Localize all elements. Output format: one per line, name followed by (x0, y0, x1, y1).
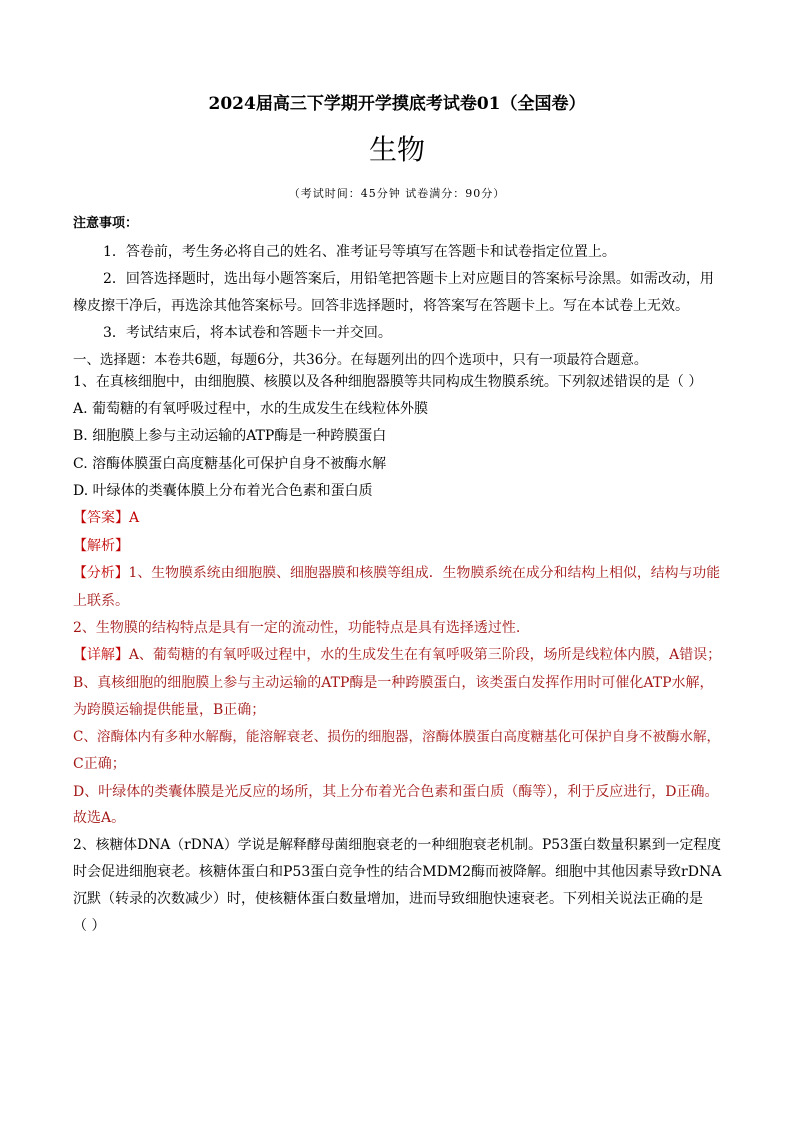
q1-option-b: B. 细胞膜上参与主动运输的ATP酶是一种跨膜蛋白 (73, 428, 387, 444)
q1-answer (73, 508, 139, 528)
fenxi-line-2: 上联系。 (73, 593, 129, 609)
detail-line-7: 故选A。 (73, 810, 126, 826)
detail-line-5: C正确； (73, 756, 126, 772)
q2-stem-1: 2、核糖体DNA（rDNA）学说是解释酵母菌细胞衰老的一种细胞衰老机制。P53蛋白数量积累到一定程度 (73, 837, 721, 853)
q1-stem: 1、在真核细胞中，由细胞膜、核膜以及各种细胞器膜等共同构成生物膜系统。下列叙述错误的是（ ） (73, 374, 703, 390)
detail-line-1 (73, 645, 721, 665)
detail-line-2: B、真核细胞的细胞膜上参与主动运输的ATP酶是一种跨膜蛋白，该类蛋白发挥作用时可催化ATP水解， (73, 675, 714, 691)
notice-item-3: 3．考试结束后，将本试卷和答题卡一并交回。 (103, 325, 392, 341)
fenxi-line-3: 2、生物膜的结构特点是具有一定的流动性，功能特点是具有选择透过性. (73, 620, 521, 636)
notice-heading: 注意事项： (73, 216, 139, 231)
fenxi-line-1 (73, 563, 720, 583)
q1-option-a: A. 葡萄糖的有氧呼吸过程中，水的生成发生在线粒体外膜 (73, 401, 429, 417)
answer-value: A (129, 510, 140, 526)
fenxi-tag: 【分析】 (73, 565, 129, 581)
q1-option-c: C. 溶酶体膜蛋白高度糖基化可保护自身不被酶水解 (73, 456, 387, 472)
fenxi-text-1: 1、生物膜系统由细胞膜、细胞器膜和核膜等组成．生物膜系统在成分和结构上相似，结构与功能 (128, 565, 721, 581)
q1-option-d: D. 叶绿体的类囊体膜上分布着光合色素和蛋白质 (73, 483, 373, 499)
q2-stem-4: （ ） (73, 918, 106, 934)
q2-stem-2: 时会促进细胞衰老。核糖体蛋白和P53蛋白竞争性的结合MDM2酶而被降解。细胞中其他因素导致rDNA (73, 864, 722, 880)
answer-tag: 【答案】 (73, 510, 129, 526)
exam-info: （考试时间：45分钟 试卷满分：90分） (288, 187, 506, 200)
notice-item-2: 2．回答选择题时，选出每小题答案后，用铅笔把答题卡上对应题目的答案标号涂黑。如需改动，用 (103, 271, 714, 287)
detail-tag: 【详解】 (73, 647, 129, 663)
notice-item-1: 1．答卷前，考生务必将自己的姓名、准考证号等填写在答题卡和试卷指定位置上。 (103, 244, 616, 260)
detail-text-1: A、葡萄糖的有氧呼吸过程中，水的生成发生在有氧呼吸第三阶段，场所是线粒体内膜，A错误； (128, 647, 722, 663)
section-heading: 一、选择题：本卷共6题，每题6分，共36分。在每题列出的四个选项中，只有一项最符合题意。 (73, 352, 648, 368)
detail-line-6: D、叶绿体的类囊体膜是光反应的场所，其上分布着光合色素和蛋白质（酶等），利于反应进行，D正确。 (73, 784, 719, 800)
notice-item-2-cont: 橡皮擦干净后，再选涂其他答案标号。回答非选择题时，将答案写在答题卡上。写在本试卷上无效。 (73, 298, 689, 314)
detail-line-4: C、溶酶体内有多种水解酶，能溶解衰老、损伤的细胞器，溶酶体膜蛋白高度糖基化可保护自身不被酶水解， (73, 729, 721, 745)
subject-title: 生物 (368, 133, 425, 166)
q2-stem-3: 沉默（转录的次数减少）时，使核糖体蛋白数量增加，进而导致细胞快速衰老。下列相关说法正确的是 (73, 891, 703, 907)
analysis-tag: 【解析】 (73, 538, 129, 554)
detail-line-3: 为跨膜运输提供能量，B正确； (73, 702, 266, 718)
exam-title: 2024届高三下学期开学摸底考试卷01（全国卷） (208, 94, 586, 114)
